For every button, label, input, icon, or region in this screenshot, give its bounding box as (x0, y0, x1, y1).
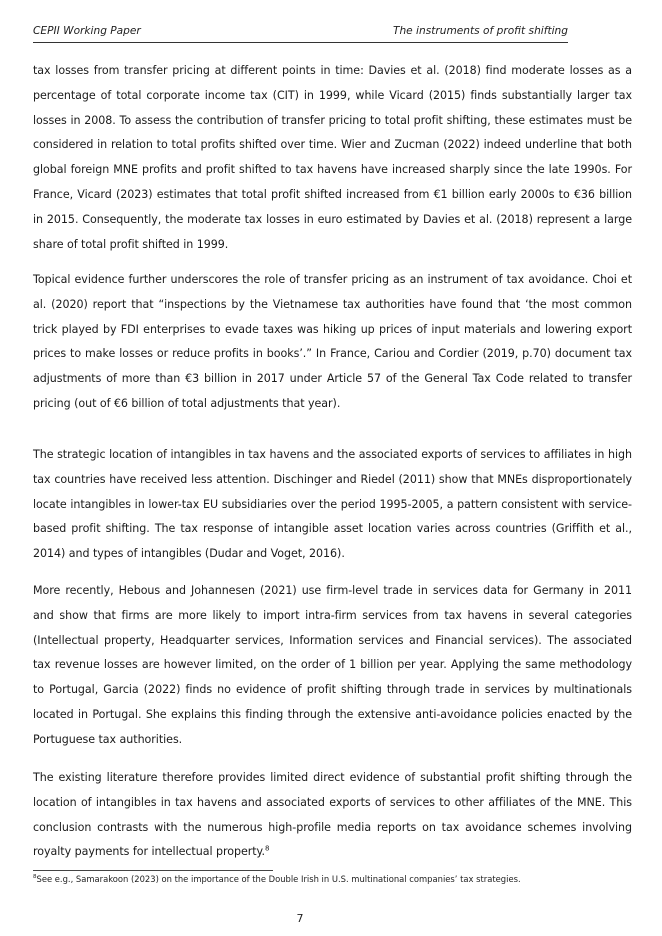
footnote (33, 873, 633, 885)
running-header (33, 22, 568, 42)
header-section-title: The instruments of profit shifting (392, 25, 568, 37)
header-rule (33, 42, 568, 43)
paragraph-intangibles-location: The strategic location of intangibles in tax havens and the associated exports of services to affiliates in high tax countries have received less attention. Dischinger and Riedel (2011) show that MNEs disproportionately locate intangibles in lower-tax EU subsidiaries over the period 1995-2005, a pattern consistent with service-based profit shifting. The tax response of intangible asset location varies across countries (Griffith et al., 2014) and types of intangibles (Dudar and Voget, 2016). (33, 448, 632, 561)
paragraph-conclusion (33, 766, 632, 865)
footnote-marker: 8 (33, 874, 37, 881)
paragraph-transfer-pricing-losses: tax losses from transfer pricing at different points in time: Davies et al. (2018) find moderate losses as a percentage of total corporate income tax (CIT) in 1999, while Vicard (2015) finds substantially larger tax losses in 2008. To assess the contribution of transfer pricing to total profit shifting, these estimates must be considered in relation to total profits shifted over time. Wier and Zucman (2022) indeed underline that both global foreign MNE profits and profit shifted to tax havens have increased sharply since the late 1990s. For France, Vicard (2023) estimates that total profit shifted increased from €1 billion early 2000s to €36 billion in 2015. Consequently, the moderate tax losses in euro estimated by Davies et al. (2018) represent a large share of total profit shifted in 1999. (33, 64, 632, 251)
footnote-rule (33, 870, 273, 871)
page-number: 7 (296, 912, 304, 925)
paragraph-conclusion-text: The existing literature therefore provides limited direct evidence of substantial profit shifting through the location of intangibles in tax havens and associated exports of services to other affiliates of the MNE. This conclusion contrasts with the numerous high-profile media reports on tax avoidance schemes involving royalty payments for intellectual property. (33, 771, 632, 859)
footnote-reference[interactable]: 8 (264, 844, 270, 853)
paragraph-trade-in-services: More recently, Hebous and Johannesen (2021) use firm-level trade in services data for Germany in 2011 and show that firms are more likely to import intra-firm services from tax havens in several categories (Intellectual property, Headquarter services, Information services and Financial services). The associated tax revenue losses are however limited, on the order of 1 billion per year. Applying the same methodology to Portugal, Garcia (2022) finds no evidence of profit shifting through trade in services by multinationals located in Portugal. She explains this finding through the extensive anti-avoidance policies enacted by the Portuguese tax authorities. (33, 584, 632, 746)
header-journal-title: CEPII Working Paper (33, 25, 141, 37)
footnote-text: See e.g., Samarakoon (2023) on the importance of the Double Irish in U.S. multinational companies’ tax strategies. (36, 874, 521, 884)
paragraph-topical-evidence: Topical evidence further underscores the role of transfer pricing as an instrument of tax avoidance. Choi et al. (2020) report that “inspections by the Vietnamese tax authorities have found that ‘the most common trick played by FDI enterprises to evade taxes was hiking up prices of input materials and lowering export prices to make losses or reduce profits in books’.” In France, Cariou and Cordier (2019, p.70) document tax adjustments of more than €3 billion in 2017 under Article 57 of the General Tax Code related to transfer pricing (out of €6 billion of total adjustments that year). (33, 273, 632, 410)
